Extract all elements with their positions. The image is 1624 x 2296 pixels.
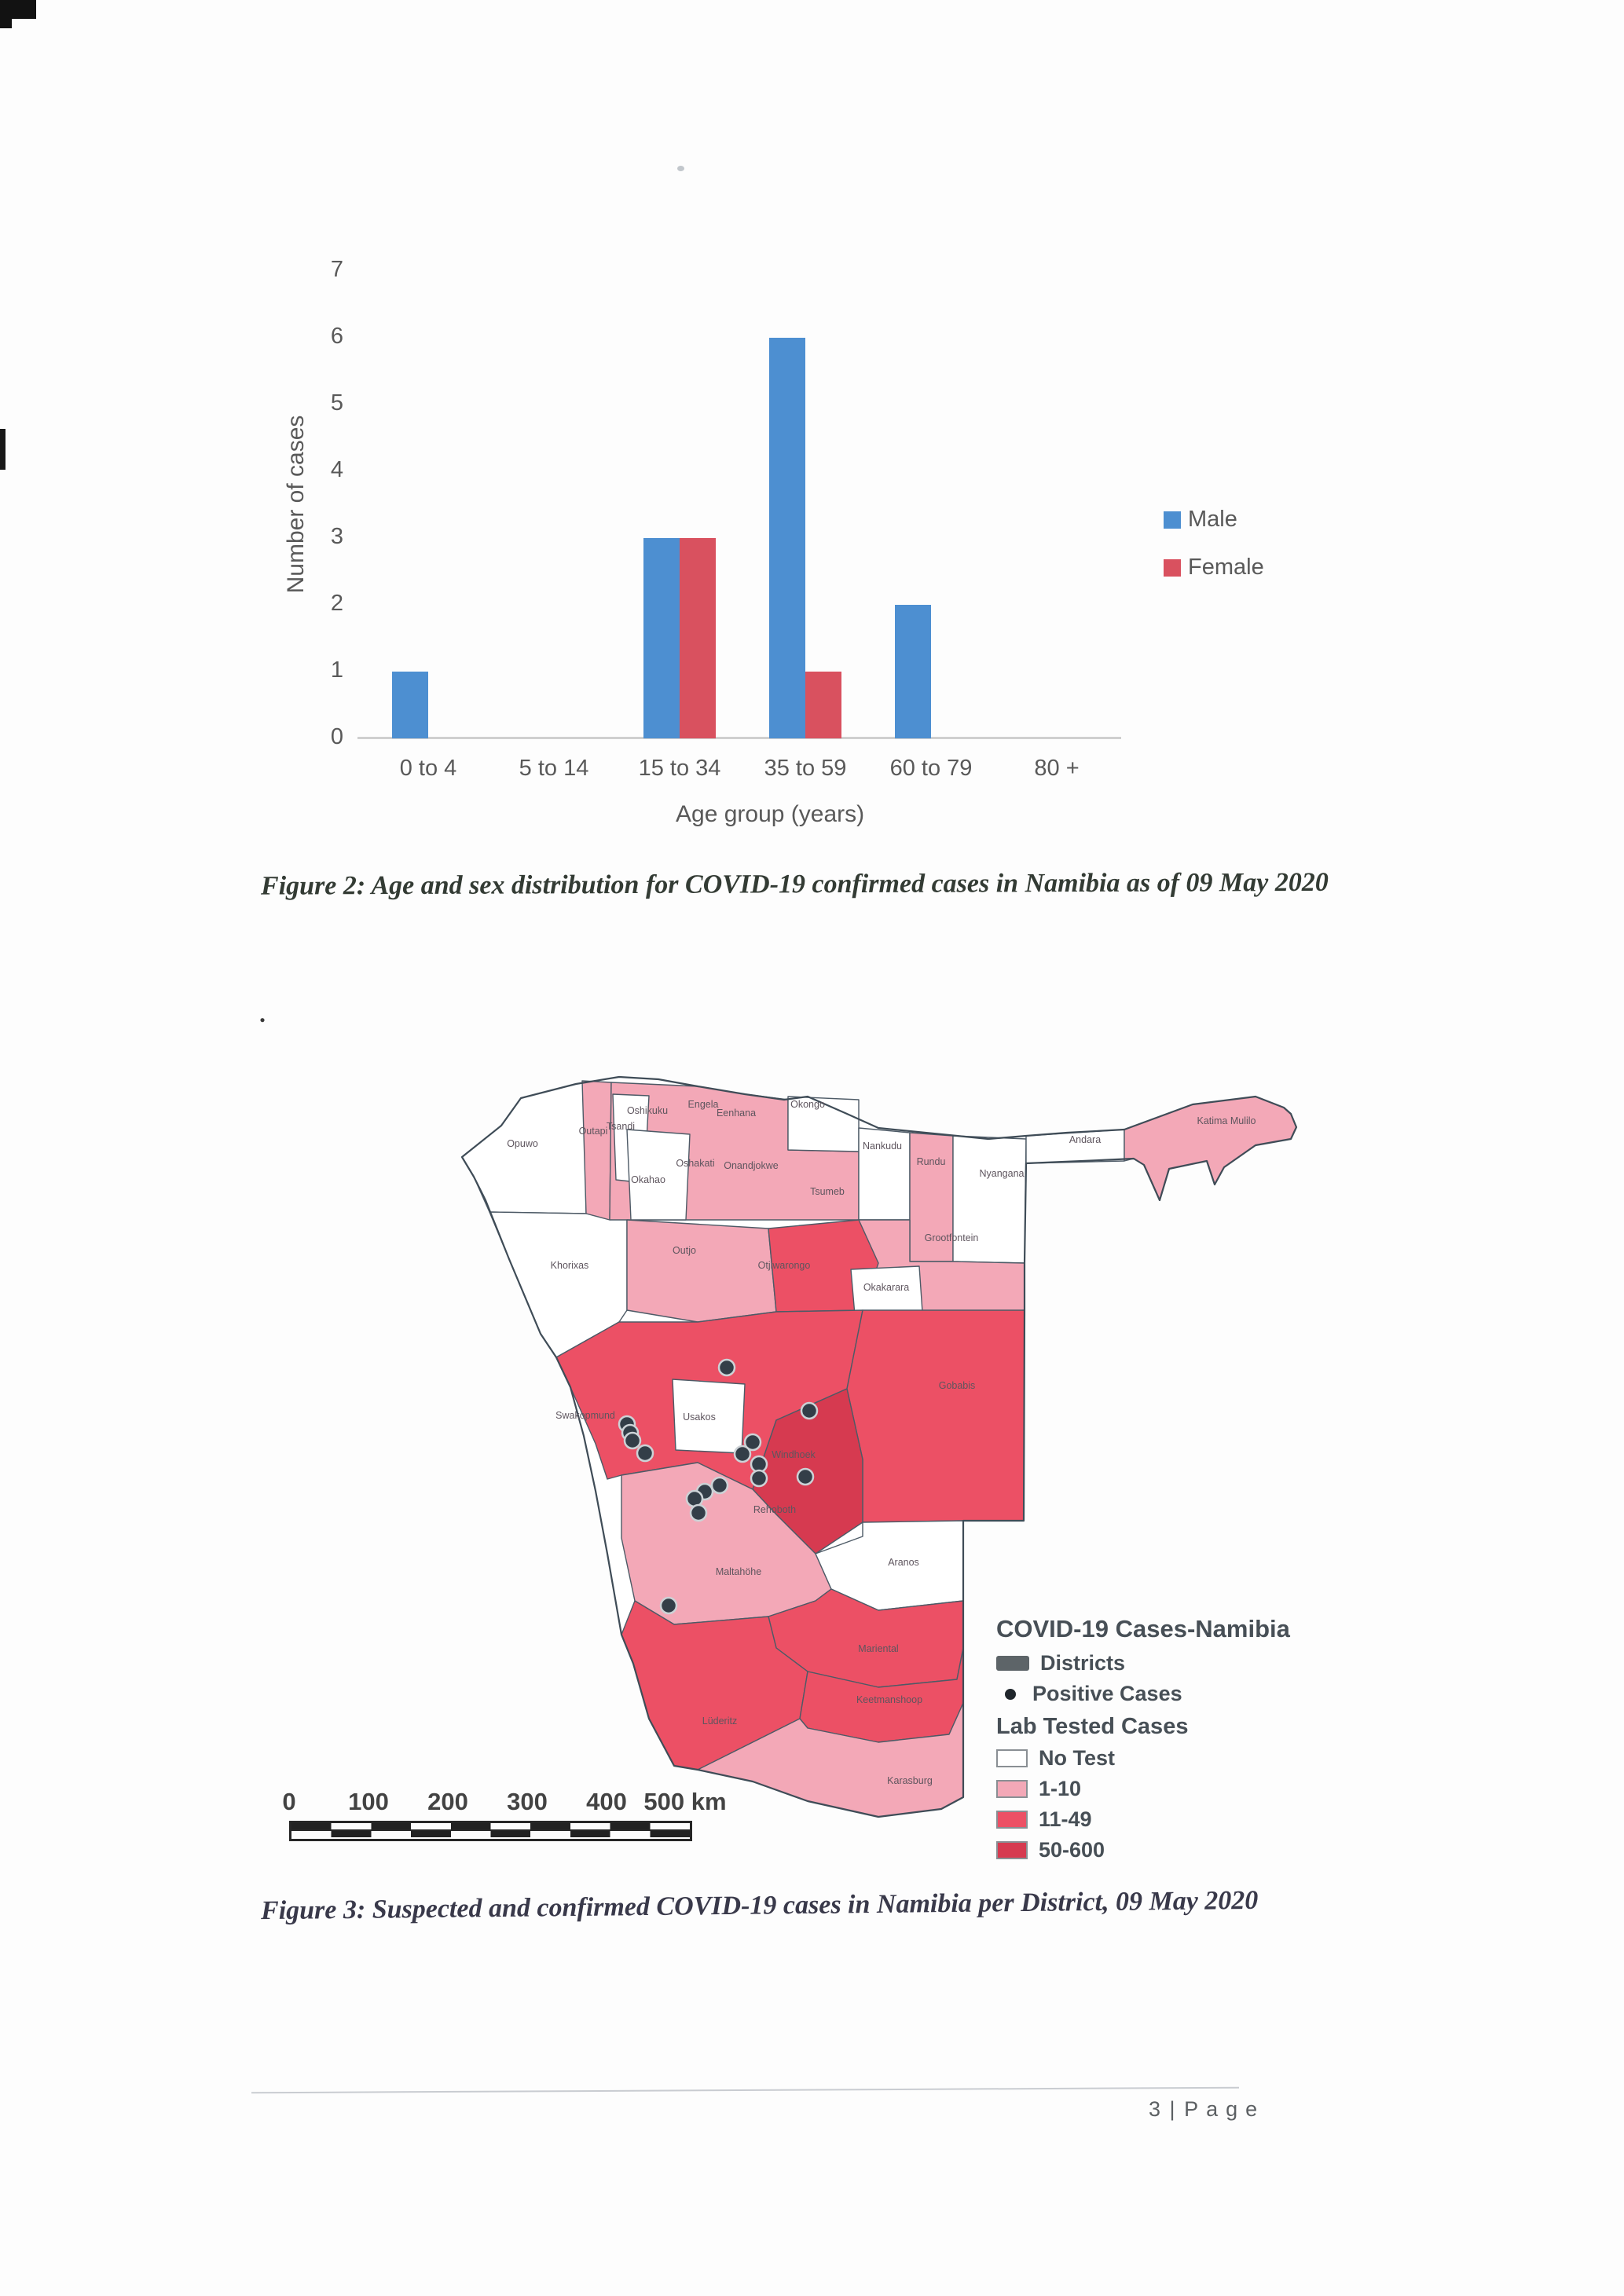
figure2-caption: Figure 2: Age and sex distribution for COVID-19 confirmed cases in Namibia as of 09 May 2020 <box>260 867 1329 901</box>
chart-x-axis-title: Age group (years) <box>676 801 865 827</box>
scale-bar-label-2: 200 <box>427 1788 468 1815</box>
district-label-otjiwarongo: Otjiwarongo <box>757 1260 811 1271</box>
legend-swatch-low <box>996 1780 1028 1798</box>
bar-male-0to4 <box>392 672 428 738</box>
bar-male-60to79 <box>895 605 931 738</box>
scale-bar-label-1: 100 <box>348 1788 389 1815</box>
scale-bar-row-top <box>291 1823 690 1831</box>
y-tick-label-2: 2 <box>330 591 343 616</box>
district-label-outapi: Outapi <box>578 1126 608 1137</box>
district-label-outjo: Outjo <box>673 1245 696 1256</box>
scale-bar-label-3: 300 <box>507 1788 548 1815</box>
chart-legend-label-male: Male <box>1188 507 1237 532</box>
chart-legend-item-male <box>1164 507 1237 533</box>
district-label-oshikuku: Oshikuku <box>626 1105 669 1116</box>
positive-case-dot <box>712 1478 728 1493</box>
bar-male-15to34 <box>643 538 680 738</box>
district-label-eenhana: Eenhana <box>716 1108 757 1119</box>
map-scale-bar <box>289 1821 692 1841</box>
district-label-karasburg: Karasburg <box>887 1775 933 1786</box>
districts-swatch-icon <box>996 1656 1029 1671</box>
y-tick-label-4: 4 <box>330 457 343 482</box>
scan-artifact-corner-small <box>0 19 12 28</box>
legend-class-row-no-test <box>996 1746 1358 1771</box>
y-tick-label-1: 1 <box>330 657 343 683</box>
map-legend-title: COVID-19 Cases-Namibia <box>996 1615 1290 1642</box>
district-label-swakopmund: Swakopmund <box>555 1410 615 1421</box>
footer-rule <box>251 2087 1239 2094</box>
district-nyangana <box>953 1136 1026 1263</box>
page-number-footer <box>1149 2097 1265 2122</box>
district-label-lüderitz: Lüderitz <box>702 1716 738 1727</box>
district-label-tsandi: Tsandi <box>606 1121 636 1132</box>
legend-class-row-50-600 <box>996 1838 1358 1862</box>
legend-class-label: No Test <box>1039 1746 1116 1770</box>
district-label-okongo: Okongo <box>790 1099 825 1110</box>
scale-bar-row-bottom <box>291 1831 690 1837</box>
x-category-label-2: 15 to 34 <box>638 756 721 781</box>
figure3-caption: Figure 3: Suspected and confirmed COVID-19 cases in Namibia per District, 09 May 2020 <box>260 1885 1259 1926</box>
legend-swatch-mid <box>996 1811 1028 1829</box>
map-legend-districts-row <box>996 1651 1358 1675</box>
chart-legend-label-female: Female <box>1188 555 1264 580</box>
district-label-engela: Engela <box>687 1099 719 1110</box>
scan-artifact-corner <box>0 0 36 19</box>
positive-case-dot <box>661 1598 676 1613</box>
legend-swatch-no_test <box>996 1749 1028 1767</box>
positive-case-dot <box>735 1446 750 1462</box>
district-outjo <box>627 1220 776 1322</box>
footer-separator: | <box>1169 2097 1177 2121</box>
district-label-okahao: Okahao <box>631 1174 665 1185</box>
district-label-onandjokwe: Onandjokwe <box>724 1160 779 1171</box>
scale-bar-label-4: 400 <box>586 1788 627 1815</box>
positive-case-dot <box>625 1433 640 1448</box>
footer-page-word: Page <box>1184 2097 1266 2121</box>
district-label-khorixas: Khorixas <box>550 1260 589 1271</box>
x-category-label-1: 5 to 14 <box>519 756 589 781</box>
map-legend <box>996 1615 1358 1869</box>
lab-tested-cases-title: Lab Tested Cases <box>996 1714 1189 1739</box>
district-label-usakos: Usakos <box>683 1412 716 1423</box>
x-category-label-0: 0 to 4 <box>399 756 457 781</box>
age-sex-bar-chart <box>0 220 1624 848</box>
male-swatch-icon <box>1164 511 1181 529</box>
female-swatch-icon <box>1164 559 1181 577</box>
district-label-rehoboth: Rehoboth <box>753 1504 797 1515</box>
y-tick-label-6: 6 <box>330 324 343 349</box>
y-tick-label-7: 7 <box>330 257 343 282</box>
district-gobabis <box>847 1310 1025 1522</box>
district-label-tsumeb: Tsumeb <box>810 1186 845 1197</box>
positive-case-dot <box>719 1360 735 1375</box>
map-legend-positive-row <box>996 1682 1358 1706</box>
district-label-nyangana: Nyangana <box>979 1168 1025 1179</box>
x-category-label-5: 80 + <box>1034 756 1080 781</box>
district-label-okakarara: Okakarara <box>863 1282 910 1293</box>
positive-case-dot <box>691 1505 706 1521</box>
legend-class-label: 50-600 <box>1039 1838 1105 1862</box>
legend-class-row-11-49 <box>996 1807 1358 1832</box>
y-tick-label-0: 0 <box>330 724 343 749</box>
positive-cases-label: Positive Cases <box>1032 1682 1182 1705</box>
scale-bar-label-5: 500 km <box>643 1788 727 1815</box>
district-label-katima-mulilo: Katima Mulilo <box>1197 1115 1256 1126</box>
legend-swatch-high <box>996 1841 1028 1859</box>
y-tick-label-3: 3 <box>330 524 343 549</box>
district-label-maltahöhe: Maltahöhe <box>715 1566 762 1577</box>
legend-class-row-1-10 <box>996 1777 1358 1801</box>
positive-case-dot-icon <box>1005 1689 1016 1700</box>
district-katima-mulilo <box>1124 1097 1296 1200</box>
legend-class-label: 11-49 <box>1039 1807 1092 1831</box>
x-category-label-4: 60 to 79 <box>889 756 973 781</box>
footer-page-number: 3 <box>1149 2097 1163 2121</box>
district-label-mariental: Mariental <box>858 1643 899 1654</box>
district-label-aranos: Aranos <box>888 1557 919 1568</box>
chart-x-axis-line <box>357 737 1121 739</box>
district-label-windhoek: Windhoek <box>772 1449 816 1460</box>
district-label-gobabis: Gobabis <box>938 1380 976 1391</box>
bar-male-35to59 <box>769 338 805 738</box>
district-label-nankudu: Nankudu <box>862 1141 903 1152</box>
positive-case-dot <box>637 1445 653 1461</box>
chart-y-axis-title: Number of cases <box>283 415 309 594</box>
y-tick-label-5: 5 <box>330 390 343 416</box>
scan-artifact-speck <box>677 166 684 171</box>
bar-female-35to59 <box>805 672 841 738</box>
scale-bar-label-0: 0 <box>282 1788 296 1815</box>
districts-label: Districts <box>1040 1651 1126 1675</box>
district-label-oshakati: Oshakati <box>676 1158 715 1169</box>
positive-case-dot <box>751 1470 767 1486</box>
bar-female-15to34 <box>680 538 716 738</box>
positive-case-dot <box>801 1403 817 1419</box>
district-label-keetmanshoop: Keetmanshoop <box>856 1694 923 1705</box>
x-category-label-3: 35 to 59 <box>764 756 847 781</box>
chart-legend-item-female <box>1164 555 1264 580</box>
legend-class-label: 1-10 <box>1039 1777 1082 1800</box>
district-outapi <box>582 1081 611 1220</box>
positive-case-dot <box>797 1469 813 1485</box>
district-label-grootfontein: Grootfontein <box>924 1232 979 1243</box>
district-label-opuwo: Opuwo <box>507 1138 538 1149</box>
stray-period-text: . <box>259 999 266 1027</box>
district-label-andara: Andara <box>1069 1134 1102 1145</box>
district-label-rundu: Rundu <box>916 1156 946 1167</box>
